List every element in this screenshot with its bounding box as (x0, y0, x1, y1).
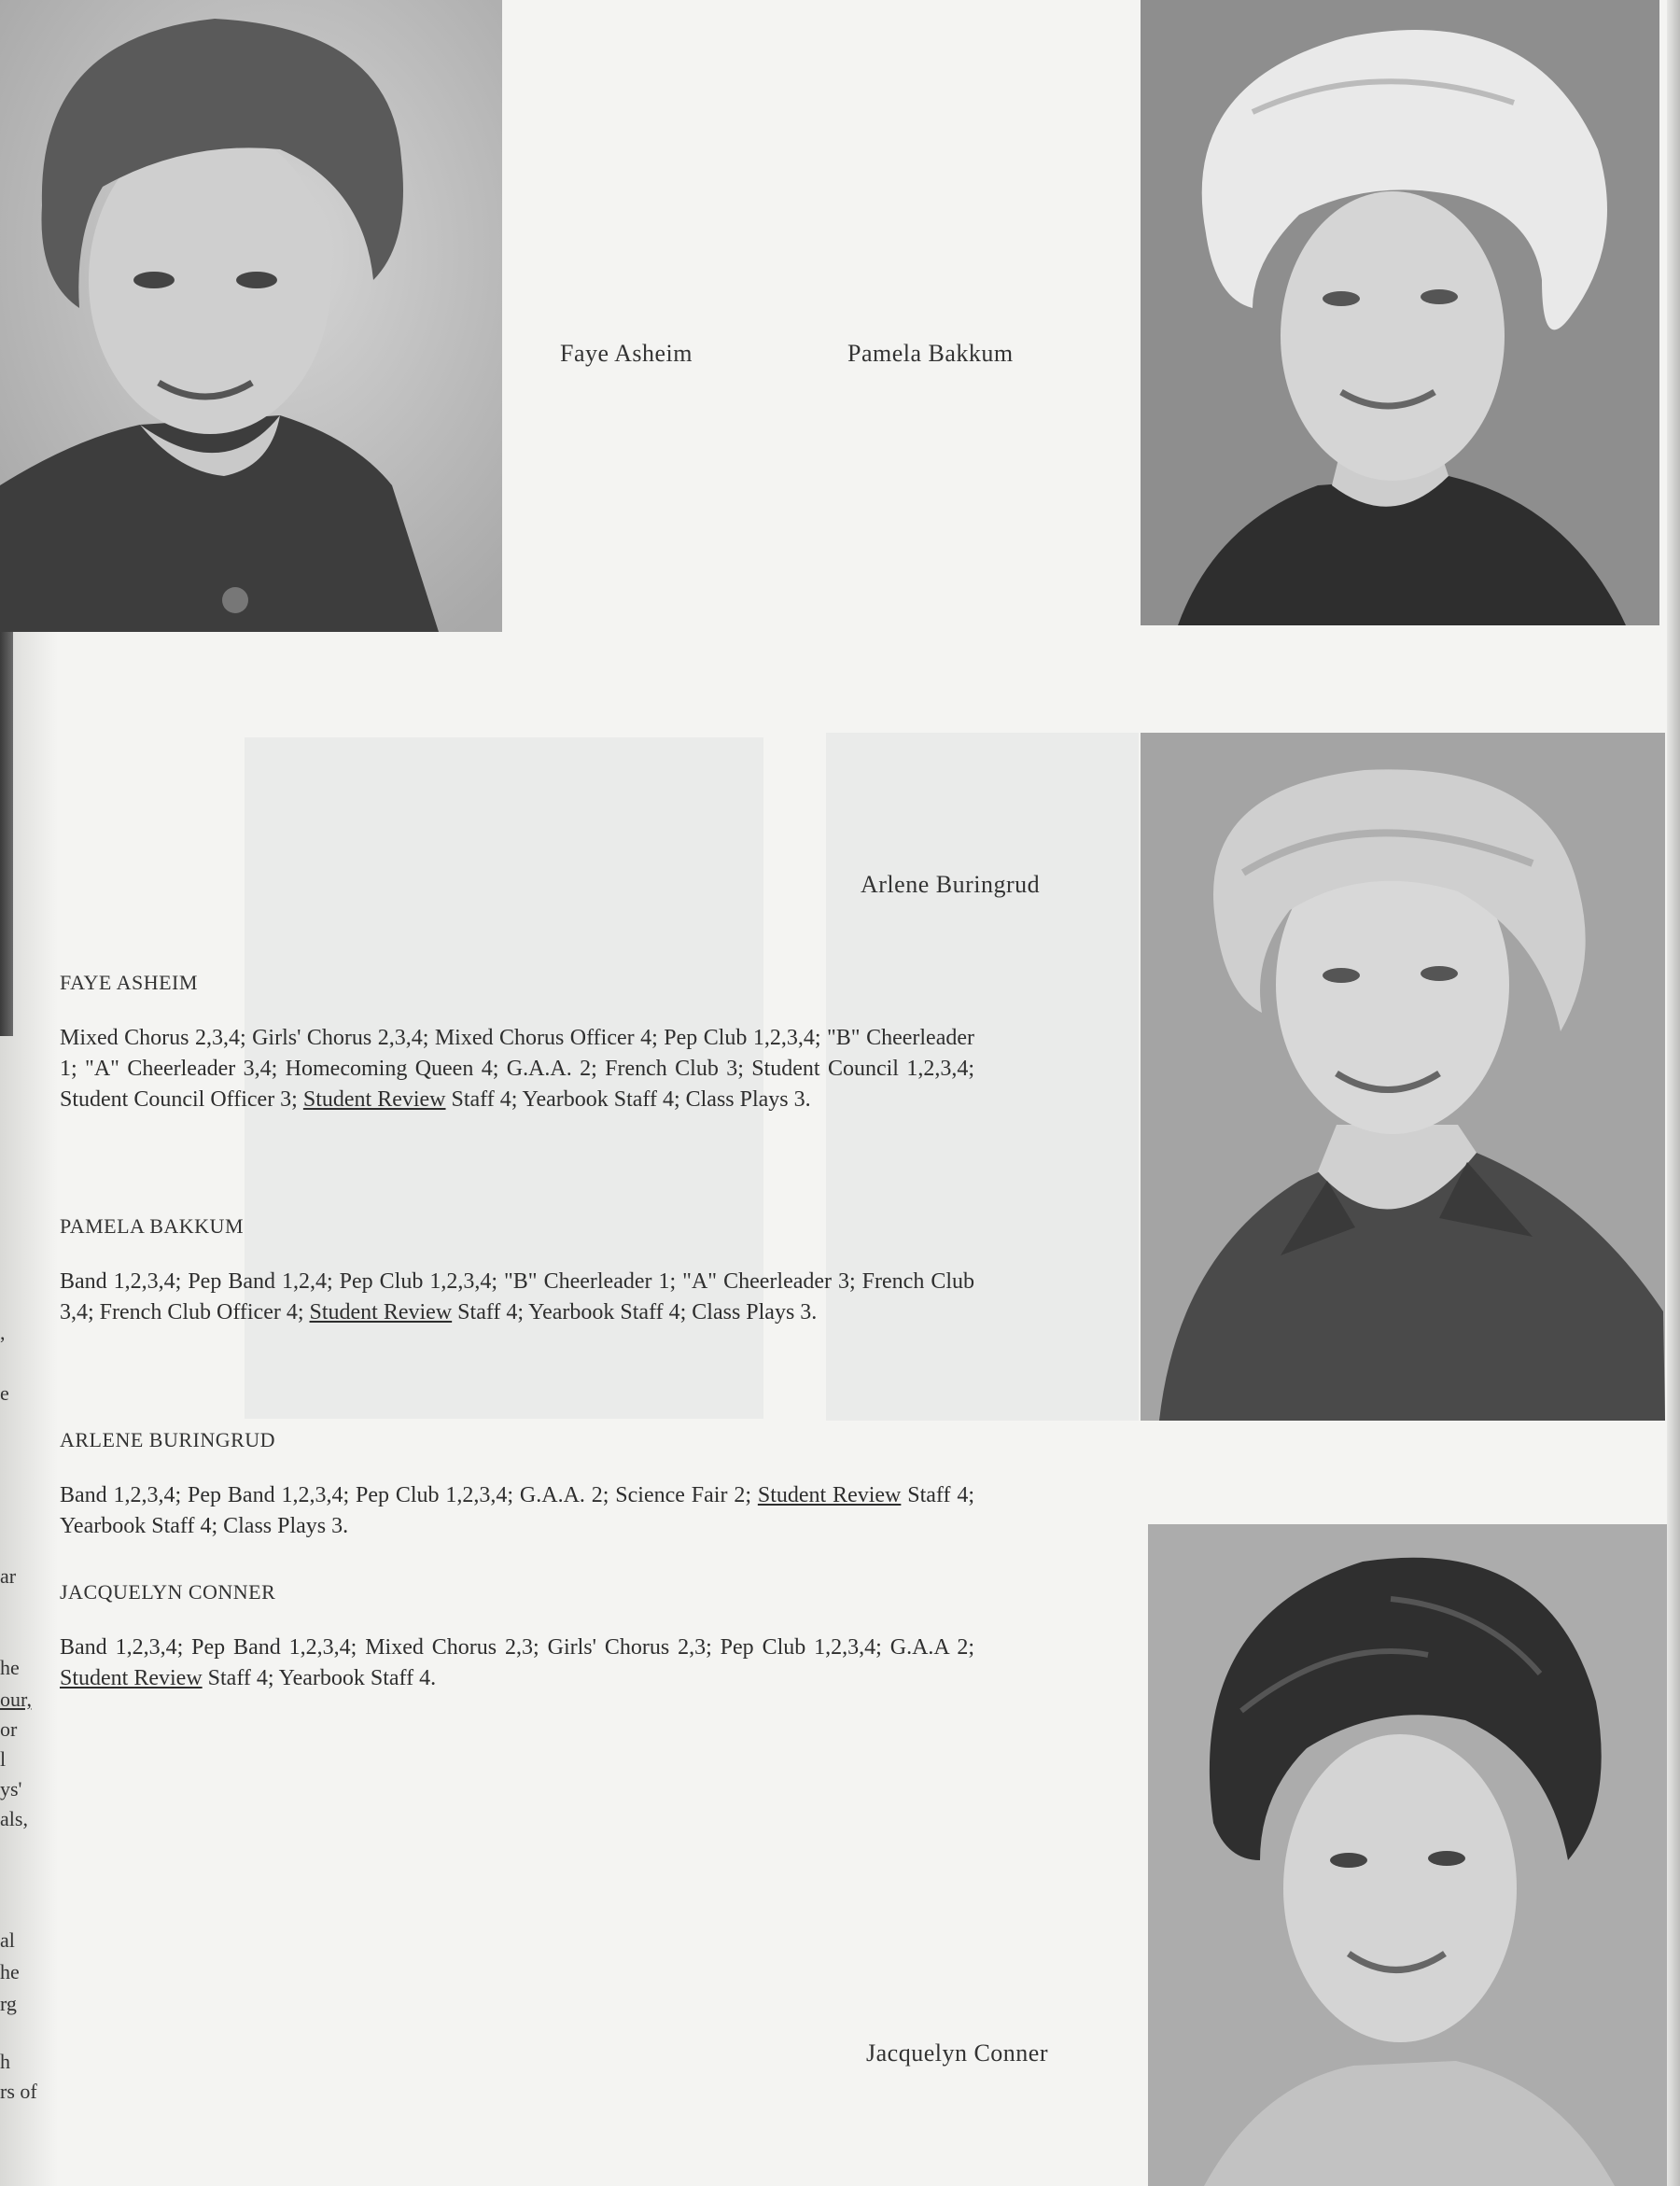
prev-page-fragment: rg (0, 1992, 17, 2015)
bio-jacquelyn-conner (60, 1580, 974, 1694)
bio-activities (60, 1480, 974, 1542)
bio-activities (60, 1023, 974, 1115)
bio-name: JACQUELYN CONNER (60, 1580, 276, 1604)
bio-activities (60, 1267, 974, 1328)
prev-page-fragment: e (0, 1381, 9, 1405)
prev-page-fragment: l (0, 1747, 7, 1771)
bio-name: PAMELA BAKKUM (60, 1214, 245, 1238)
page-right-edge (1667, 0, 1680, 2186)
publication-title: Student Review (309, 1300, 453, 1324)
portrait-photo-arlene (1141, 733, 1665, 1421)
prev-page-fragment: ys' (0, 1777, 22, 1801)
publication-title: Student Review (60, 1666, 203, 1690)
bio-name: FAYE ASHEIM (60, 971, 198, 994)
prev-page-fragment: he (0, 1656, 20, 1679)
prev-page-fragment: als, (0, 1807, 28, 1830)
portrait-photo-faye (0, 0, 502, 632)
caption-faye-asheim: Faye Asheim (560, 340, 693, 367)
portrait-image (1148, 1524, 1667, 2186)
bio-arlene-buringrud (60, 1428, 974, 1542)
portrait-image (1141, 733, 1665, 1421)
prev-page-fragment: ar (0, 1564, 17, 1588)
prev-page-fragment: al (0, 1928, 15, 1952)
caption-jacquelyn-conner: Jacquelyn Conner (866, 2039, 1049, 2067)
bio-text-part: Staff 4; Yearbook Staff 4; Class Plays 3. (452, 1300, 818, 1324)
prev-page-fragment: rs of (0, 2080, 37, 2103)
portrait-image (0, 0, 502, 632)
previous-page-shadow (0, 625, 13, 1036)
portrait-image (1141, 0, 1659, 625)
prev-page-fragment: or (0, 1717, 18, 1741)
bio-text-part: Mixed Chorus 2,3,4; Girls' Chorus 2,3,4; Mixed Chorus Officer 4; Pep Club 1,2,3,4; "B" Cheerleader 1; "A" Cheerleader 3,4; Homecoming Queen 4; G.A.A. 2; French Club 3; Student Council 1,2,3,4; Student Council Officer 3; (60, 1026, 974, 1112)
prev-page-fragment: h (0, 2050, 10, 2073)
publication-title: Student Review (302, 1087, 446, 1112)
bio-text-part: Band 1,2,3,4; Pep Band 1,2,4; Pep Club 1,2,3,4; "B" Cheerleader 1; "A" Cheerleader 3; French Club 3,4; French Club Officer 4; (60, 1269, 974, 1324)
caption-arlene-buringrud: Arlene Buringrud (861, 871, 1041, 898)
publication-title: Student Review (757, 1483, 902, 1507)
bio-text-part: Band 1,2,3,4; Pep Band 1,2,3,4; Mixed Chorus 2,3; Girls' Chorus 2,3; Pep Club 1,2,3,4; G.A.A 2; (60, 1635, 974, 1660)
bio-text-part: Band 1,2,3,4; Pep Band 1,2,3,4; Pep Club 1,2,3,4; G.A.A. 2; Science Fair 2; (60, 1483, 758, 1507)
bio-text-part: Staff 4; Yearbook Staff 4; Class Plays 3. (445, 1087, 811, 1112)
caption-pamela-bakkum: Pamela Bakkum (847, 340, 1014, 367)
prev-page-fragment: he (0, 1960, 20, 1983)
portrait-photo-jacquelyn (1148, 1524, 1667, 2186)
prev-page-fragment: our, (0, 1688, 32, 1711)
bio-name: ARLENE BURINGRUD (60, 1428, 276, 1451)
bio-activities (60, 1632, 974, 1694)
bio-pamela-bakkum (60, 1214, 974, 1328)
portrait-photo-pamela (1141, 0, 1659, 625)
bio-faye-asheim (60, 971, 974, 1115)
bio-text-part: Staff 4; Yearbook Staff 4. (202, 1666, 437, 1690)
prev-page-fragment: , (0, 1321, 6, 1344)
bio-text-part: Staff 4; Yearbook Staff 4; Class Plays 3. (60, 1483, 974, 1538)
